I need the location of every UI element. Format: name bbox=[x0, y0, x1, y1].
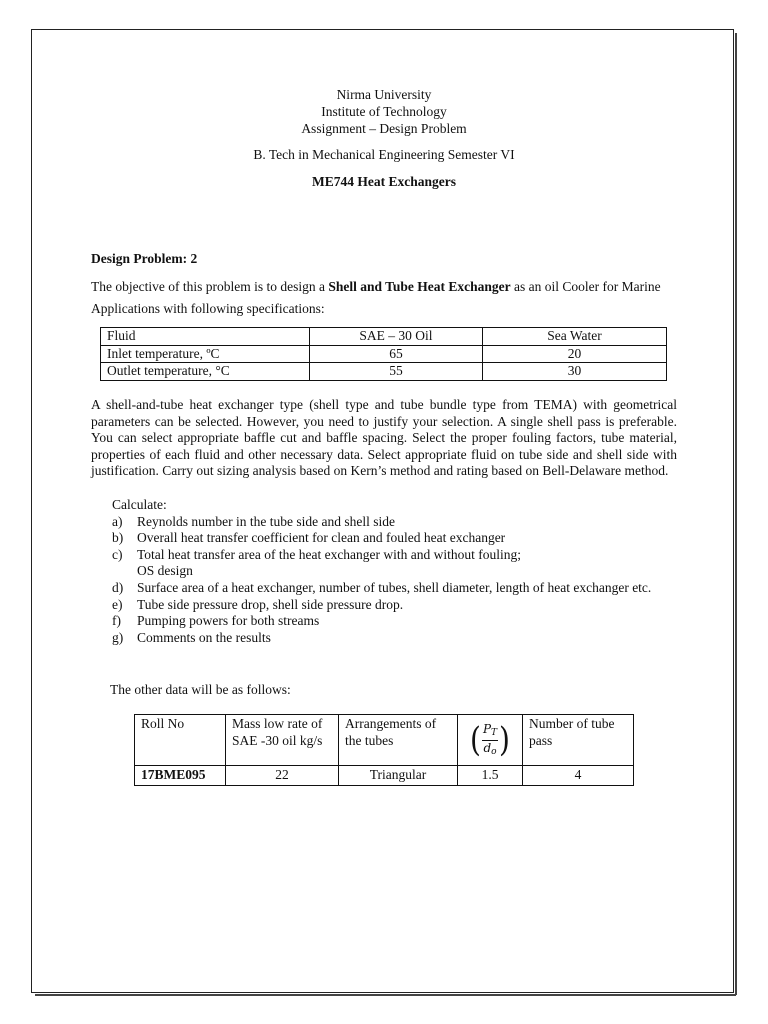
list-item bbox=[112, 514, 677, 531]
right-paren-icon: ) bbox=[499, 719, 510, 760]
university-name: Nirma University bbox=[336, 87, 432, 102]
problem-intro bbox=[91, 276, 677, 320]
spec-cell: 20 bbox=[483, 345, 667, 363]
item-text: Comments on the results bbox=[137, 629, 271, 645]
mass-flow-cell: 22 bbox=[226, 766, 339, 786]
data-table bbox=[134, 714, 634, 786]
item-label: c) bbox=[112, 546, 123, 562]
table-row bbox=[101, 328, 667, 346]
list-item bbox=[112, 580, 677, 597]
calculate-label: Calculate: bbox=[112, 497, 167, 512]
list-item bbox=[112, 547, 677, 580]
item-text: Surface area of a heat exchanger, number of tubes, shell diameter, length of heat exchanger etc. bbox=[137, 579, 652, 595]
header-pitch-ratio bbox=[458, 715, 523, 766]
ratio-numerator: P bbox=[482, 721, 492, 736]
table-row bbox=[101, 345, 667, 363]
header-mass-flow: Mass low rate of SAE -30 oil kg/s bbox=[226, 715, 339, 766]
item-text: Total heat transfer area of the heat exchanger with and without fouling; OS design bbox=[137, 546, 522, 579]
spec-header-fluid: Fluid bbox=[101, 328, 310, 346]
intro-bold: Shell and Tube Heat Exchanger bbox=[328, 279, 511, 294]
table-row bbox=[135, 715, 634, 766]
list-item bbox=[112, 597, 677, 614]
header-roll-no: Roll No bbox=[135, 715, 226, 766]
item-label: a) bbox=[112, 513, 123, 529]
spec-cell: Inlet temperature, ºC bbox=[101, 345, 310, 363]
tube-pass-cell: 4 bbox=[523, 766, 634, 786]
item-text: Overall heat transfer coefficient for clean and fouled heat exchanger bbox=[137, 530, 506, 546]
intro-pre: The objective of this problem is to design a bbox=[91, 279, 329, 294]
item-text: Reynolds number in the tube side and shell side bbox=[137, 513, 395, 529]
left-paren-icon: ( bbox=[470, 719, 481, 760]
ratio-numerator-sub: T bbox=[491, 727, 498, 738]
ratio-denominator-sub: o bbox=[491, 746, 497, 757]
item-label: b) bbox=[112, 530, 124, 546]
institute-name: Institute of Technology bbox=[321, 104, 447, 119]
item-label: g) bbox=[112, 629, 124, 645]
list-item bbox=[112, 530, 677, 547]
course-title: ME744 Heat Exchangers bbox=[312, 174, 456, 189]
item-text: Pumping powers for both streams bbox=[137, 613, 320, 629]
other-data-label: The other data will be as follows: bbox=[110, 682, 291, 697]
pitch-ratio-cell: 1.5 bbox=[458, 766, 523, 786]
header-tube-pass: Number of tube pass bbox=[523, 715, 634, 766]
table-row bbox=[135, 766, 634, 786]
header-arrangement: Arrangements of the tubes bbox=[339, 715, 458, 766]
list-item bbox=[112, 613, 677, 630]
assignment-title: Assignment – Design Problem bbox=[301, 121, 467, 136]
roll-no-cell: 17BME095 bbox=[135, 766, 226, 786]
intro-post: as an oil Cooler for Marine Applications with following specifications: bbox=[91, 279, 661, 316]
item-label: d) bbox=[112, 579, 124, 595]
program-line: B. Tech in Mechanical Engineering Semester VI bbox=[253, 147, 515, 162]
spec-table bbox=[100, 327, 667, 381]
calculate-list bbox=[112, 497, 677, 646]
problem-heading: Design Problem: 2 bbox=[91, 251, 198, 266]
arrangement-cell: Triangular bbox=[339, 766, 458, 786]
item-text: Tube side pressure drop, shell side pressure drop. bbox=[137, 596, 404, 612]
list-item bbox=[112, 630, 677, 647]
item-label: e) bbox=[112, 596, 123, 612]
table-row bbox=[101, 363, 667, 381]
spec-header-water: Sea Water bbox=[483, 328, 667, 346]
pitch-ratio-formula bbox=[470, 719, 510, 760]
spec-cell: 65 bbox=[310, 345, 483, 363]
ratio-denominator: d bbox=[483, 740, 492, 755]
spec-cell: Outlet temperature, °C bbox=[101, 363, 310, 381]
item-label: f) bbox=[112, 613, 121, 629]
spec-cell: 30 bbox=[483, 363, 667, 381]
spec-cell: 55 bbox=[310, 363, 483, 381]
description-paragraph: A shell-and-tube heat exchanger type (shell type and tube bundle type from TEMA) with geometrical parameters can be selected. However, you need to justify your selection. A single shell pass is preferable. You can select appropriate baffle cut and baffle spacing. Select the proper fouling factors, tube material, properties of each fluid and other necessary data. Select appropriate fluid on tube side and shell side with justification. Carry out sizing analysis based on Kern’s method and rating based on Bell-Delaware method. bbox=[91, 397, 677, 479]
spec-header-oil: SAE – 30 Oil bbox=[310, 328, 483, 346]
